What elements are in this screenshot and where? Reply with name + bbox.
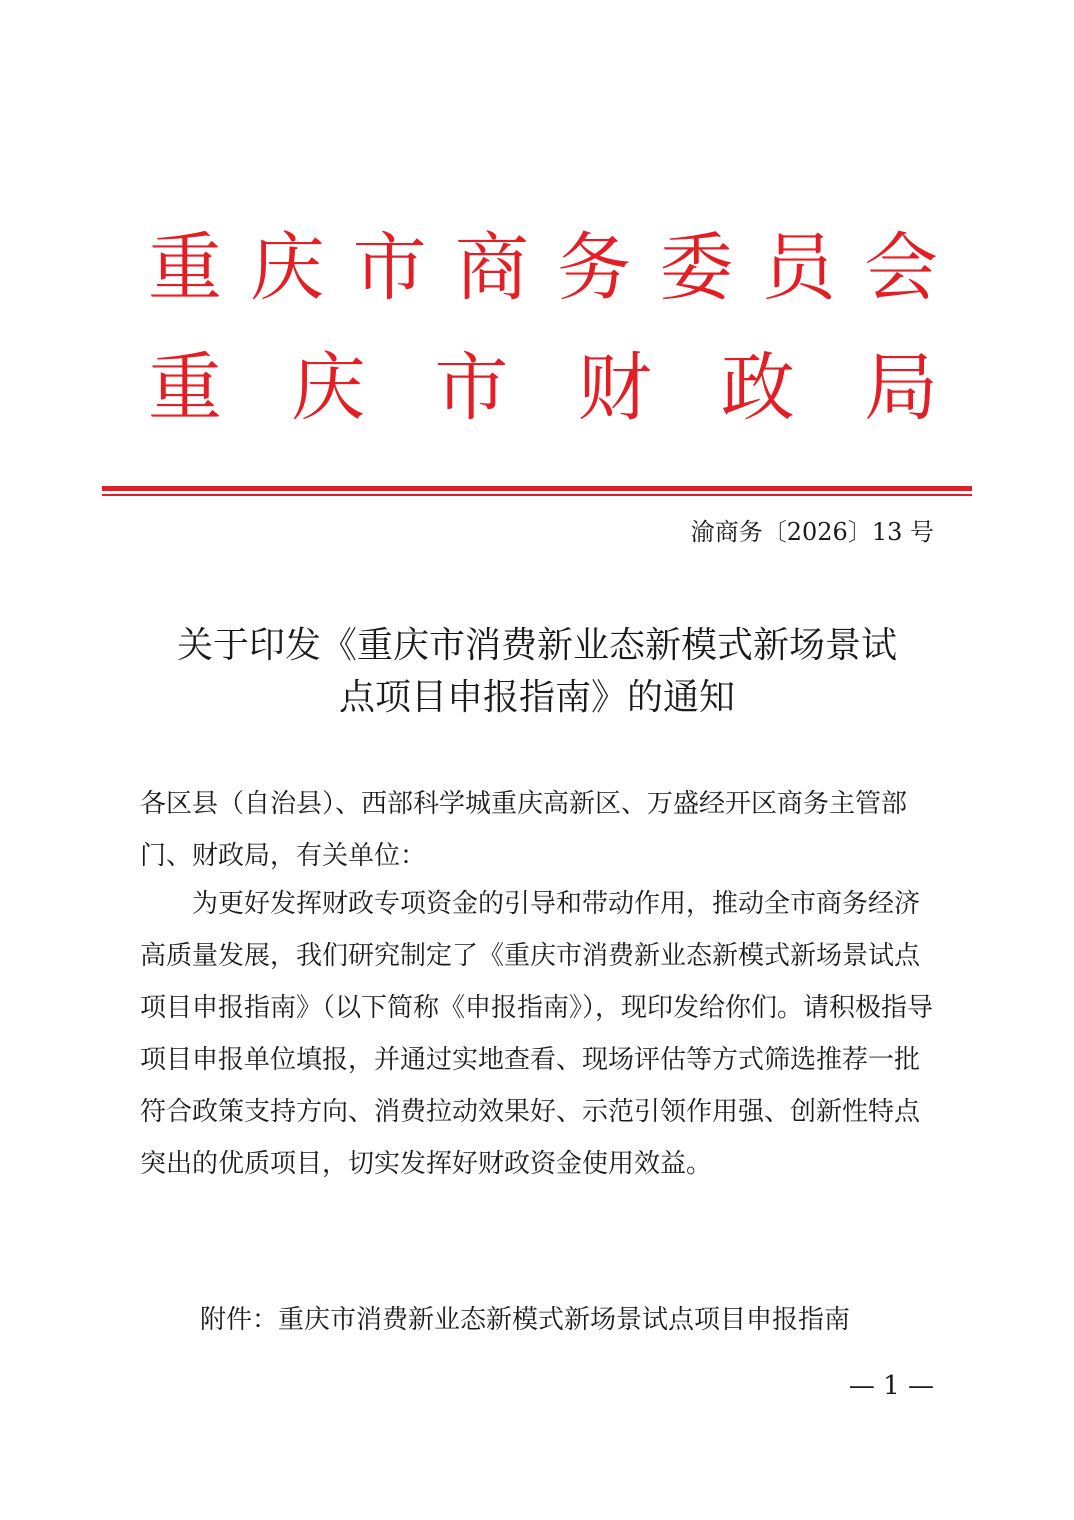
header-divider-thick <box>102 486 972 491</box>
document-number: 渝商务〔2026〕13 号 <box>690 518 934 546</box>
addressee: 各区县（自治县）、西部科学城重庆高新区、万盛经开区商务主管部门、财政局，有关单位： <box>140 789 908 871</box>
header-char: 会 <box>863 225 938 311</box>
attachment-note: 附件：重庆市消费新业态新模式新场景试点项目申报指南 <box>200 1305 851 1335</box>
header-char: 庆 <box>250 225 325 311</box>
title-line: 点项目申报指南》的通知 <box>338 677 735 718</box>
header-divider-thin <box>102 494 972 496</box>
header-char: 财 <box>577 345 652 431</box>
issuer-header-finance <box>148 340 938 436</box>
page-number: — 1 — <box>848 1371 934 1401</box>
issuer-header-commerce <box>148 220 938 316</box>
header-char: 市 <box>352 225 427 311</box>
header-char: 员 <box>761 225 836 311</box>
header-char: 重 <box>148 345 222 431</box>
header-char: 庆 <box>291 345 366 431</box>
body-paragraph: 为更好发挥财政专项资金的引导和带动作用，推动全市商务经济高质量发展，我们研究制定了《重庆市消费新业态新模式新场景试点项目申报指南》（以下简称《申报指南》），现印发给你们。请积极指导项目申报单位填报，并通过实地查看、现场评估等方式筛选推荐一批符合政策支持方向、消费拉动效果好、示范引领作用强、创新性特点突出的优质项目，切实发挥好财政资金使用效益。 <box>140 889 934 1179</box>
header-char: 市 <box>434 345 509 431</box>
title-line: 关于印发《重庆市消费新业态新模式新场景试 <box>176 625 897 666</box>
document-title <box>140 620 934 724</box>
header-char: 商 <box>454 225 529 311</box>
header-char: 局 <box>863 345 938 431</box>
header-char: 委 <box>659 225 734 311</box>
header-char: 重 <box>148 225 222 311</box>
header-char: 政 <box>720 345 795 431</box>
header-char: 务 <box>557 225 632 311</box>
